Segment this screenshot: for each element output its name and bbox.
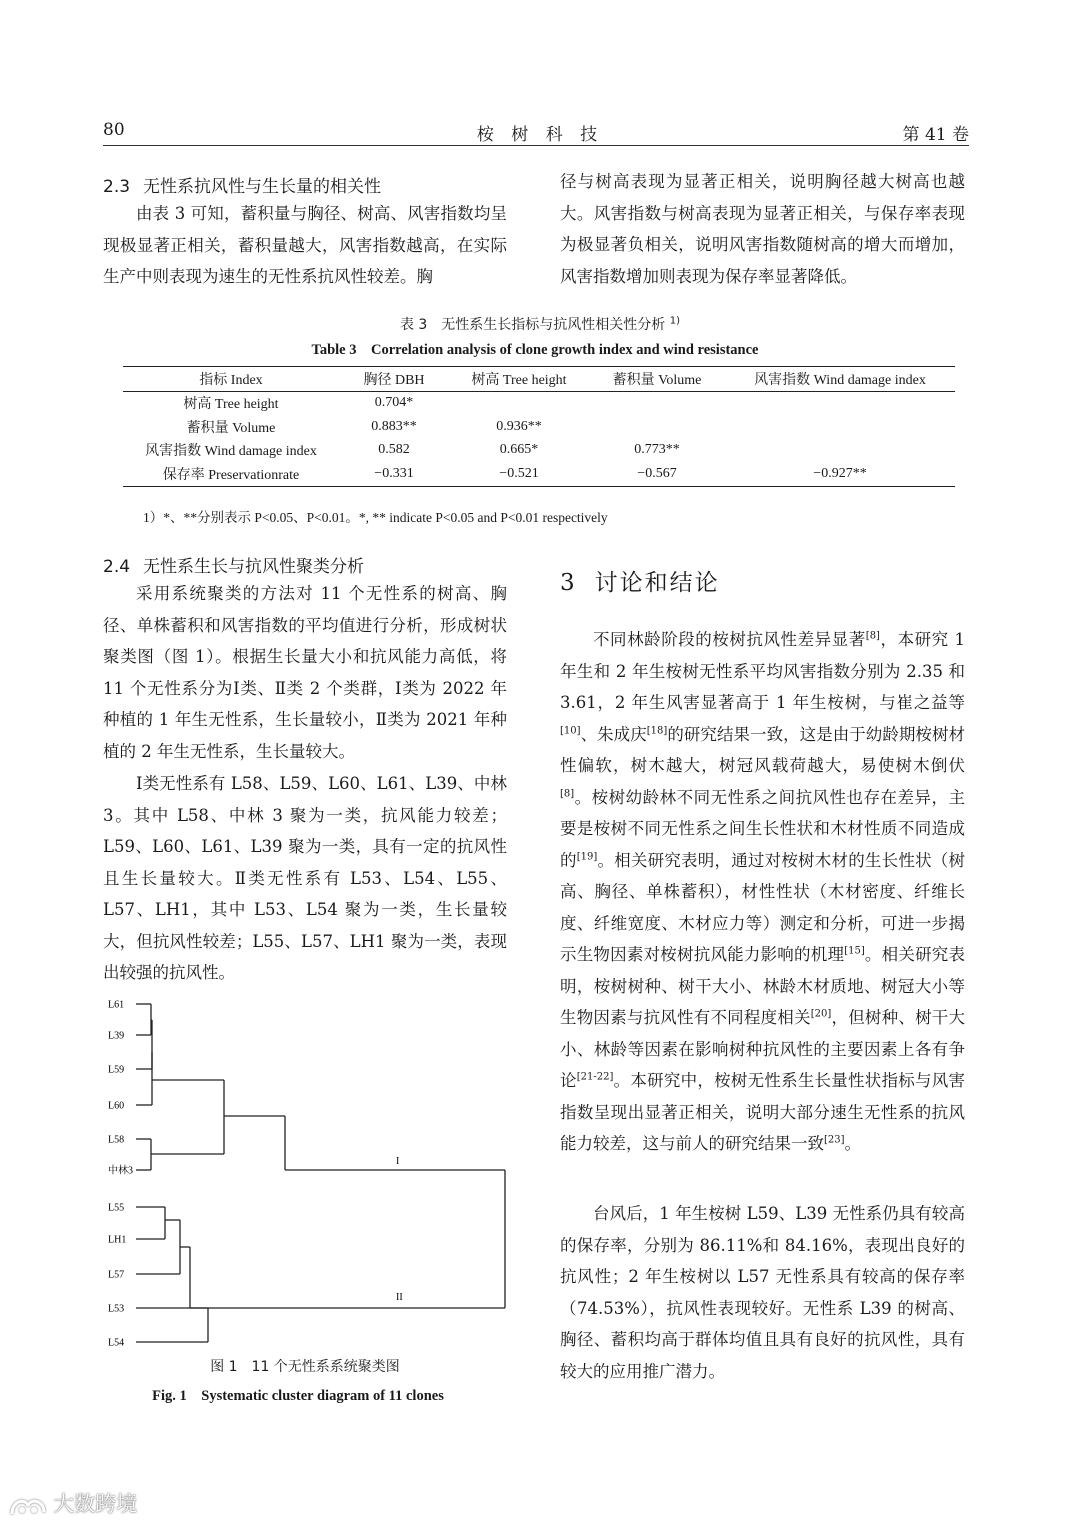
dendrogram-leaf-label: L54 (108, 1337, 125, 1349)
citation-ref[interactable]: [8] (560, 788, 575, 799)
text-run: ，但树种、树干大小、林龄等因素在影响树种抗风性的主要因素上各有争论 (560, 1008, 966, 1090)
citation-ref[interactable]: [10] (560, 725, 581, 736)
dendrogram-leaf-label: L60 (108, 1100, 125, 1112)
section-2-4-paragraph-1: 采用系统聚类的方法对 11 个无性系的树高、胸径、单株蓄积和风害指数的平均值进行分析，形成树状聚类图（图 1）。根据生长量大小和抗风能力高低，将 11 个无性系分为Ⅰ类、Ⅱ类 2 个类群，Ⅰ类为 2022 年种植的 1 年生无性系，生长量较小，Ⅱ类为 2021 年种植的 2 年生无性系，生长量较大。 (103, 584, 507, 761)
table3-caption-cn (0, 314, 1080, 334)
page-number: 80 (103, 120, 125, 140)
section-title: 讨论和结论 (594, 570, 720, 596)
column-header: 胸径 DBH (363, 372, 425, 388)
table-cell: 保存率 Preservationrate (162, 467, 300, 483)
text-run: 。相关研究表明，桉树树种、树干大小、林龄木材质地、树冠大小等生物因素与抗风性有不同程度相关 (560, 945, 966, 1027)
table-cell: 0.936** (496, 418, 542, 434)
table3 (123, 366, 955, 487)
citation-ref[interactable]: [19] (576, 851, 598, 862)
table-cell: −0.567 (637, 465, 677, 481)
table-cell: 蓄积量 Volume (186, 420, 276, 436)
section-number: 2.4 (103, 557, 131, 577)
dendrogram-leaf-label: L53 (108, 1303, 125, 1315)
dendrogram-leaf-label: L39 (108, 1030, 125, 1042)
watermark-text: 大数跨境 (53, 1492, 138, 1516)
section-title: 无性系生长与抗风性聚类分析 (143, 557, 364, 577)
column-header: 树高 Tree height (471, 372, 567, 388)
table-row (123, 415, 955, 439)
figure1-caption-en: Fig. 1 Systematic cluster diagram of 11 clones (152, 1388, 444, 1404)
table-row (123, 462, 955, 486)
column-header: 指标 Index (199, 372, 263, 388)
table-cell: 0.773** (634, 442, 680, 458)
journal-title: 桉 树 科 技 (476, 125, 604, 145)
table3-caption-en: Table 3 Correlation analysis of clone growth index and wind resistance (311, 342, 759, 358)
cluster-label-I: I (396, 1156, 400, 1167)
dendrogram-leaf-label: L55 (108, 1202, 125, 1214)
text-run: 、朱成庆 (580, 724, 647, 744)
section-2-3-heading (103, 172, 381, 197)
table-cell (449, 391, 589, 415)
text-run: 的研究结果一致，这是由于幼龄期桉树材性偏软，树木越大，树冠风载荷越大，易使树木倒伏 (560, 724, 966, 775)
text-run: 。本研究中，桉树无性系生长量性状指标与风害指数呈现出显著正相关，说明大部分速生无性系的抗风能力较差，这与前人的研究结果一致 (560, 1071, 966, 1153)
table-cell: 0.665* (499, 442, 539, 458)
dendrogram-leaf-label: L58 (108, 1134, 125, 1146)
section-number: 3 (560, 570, 577, 596)
table-cell (725, 439, 955, 463)
header-rule (103, 145, 969, 146)
table3-caption-cn-text: 表 3 无性系生长指标与抗风性相关性分析 (399, 317, 666, 333)
cluster-label-II: II (396, 1292, 403, 1303)
column-header: 风害指数 Wind damage index (754, 372, 926, 388)
section-3-heading (560, 564, 720, 597)
section-3-paragraph-1 (560, 624, 965, 1160)
section-3-paragraph-2: 台风后，1 年生桉树 L59、L39 无性系仍具有较高的保存率，分别为 86.11%和 84.16%，表现出良好的抗风性；2 年生桉树以 L57 无性系具有较高的保存率（74.53%），抗风性表现较好。无性系 L39 的树高、胸径、蓄积均高于群体均值且具有良好的抗风性，具有较大的应用推广潜力。 (560, 1204, 965, 1381)
text-run: 。相关研究表明，通过对桉树木材的生长性状（树高、胸径、单株蓄积），材性性状（木材密度、纤维长度、纤维宽度、木材应力等）测定和分析，可进一步揭示生物因素对桉树抗风能力影响的机理 (560, 850, 966, 964)
text-run: 不同林龄阶段的桉树抗风性差异显著 (593, 630, 866, 649)
table3-header-row (123, 367, 955, 391)
section-2-3-paragraph: 由表 3 可知，蓄积量与胸径、树高、风害指数均呈现极显著正相关，蓄积量越大，风害指数越高，在实际生产中则表现为速生的无性系抗风性较差。胸 (103, 204, 507, 286)
dendrogram-leaf-label: L57 (108, 1269, 125, 1281)
citation-ref[interactable]: [15] (844, 945, 865, 957)
text-run: 。 (844, 1134, 862, 1153)
dendrogram-leaf-label: L59 (108, 1064, 125, 1076)
watermark (8, 1488, 137, 1520)
right-column-continuation: 径与树高表现为显著正相关，说明胸径越大树高也越大。风害指数与树高表现为显著正相关，与保存率表现为极显著负相关，说明风害指数随树高的增大而增加，风害指数增加则表现为保存率显著降低。 (560, 172, 965, 286)
citation-ref[interactable]: [20] (810, 1008, 832, 1020)
table-cell (589, 415, 725, 439)
section-2-4-paragraph-2: Ⅰ类无性系有 L58、L59、L60、L61、L39、中林 3。其中 L58、中林 3 聚为一类，抗风能力较差；L59、L60、L61、L39 聚为一类，具有一定的抗风性且生长量较大。Ⅱ类无性系有 L53、L54、L55、L57、LH1，其中 L53、L54 聚为一类，生长量较大，但抗风性较差；L55、L57、LH1 聚为一类，表现出较强的抗风性。 (103, 774, 507, 982)
dendrogram-leaf-label: 中林3 (108, 1165, 133, 1177)
table-cell (589, 391, 725, 415)
column-header: 蓄积量 Volume (612, 372, 702, 388)
table-cell: −0.521 (499, 465, 539, 481)
text-run: ，本研究 1 年生和 2 年生桉树无性系平均风害指数分别为 2.35 和 3.61，2 年生风害显著高于 1 年生桉树，与崔之益等 (560, 630, 966, 712)
table-cell (725, 415, 955, 439)
section-title: 无性系抗风性与生长量的相关性 (143, 177, 381, 197)
citation-ref[interactable]: [23] (824, 1134, 845, 1146)
table-row (123, 439, 955, 463)
table-cell: 0.883** (371, 418, 417, 434)
table-cell: 0.704* (374, 395, 414, 411)
text-run: 。桉树幼龄林不同无性系之间抗风性也存在差异，主要是桉树不同无性系之间生长性状和木材性质不同造成的 (560, 787, 965, 870)
dendrogram-leaf-label: L61 (108, 999, 125, 1011)
table-cell (725, 391, 955, 415)
table-cell: 树高 Tree height (183, 397, 279, 413)
citation-ref[interactable]: [21-22] (576, 1071, 614, 1083)
section-2-4-heading (103, 552, 364, 577)
citation-ref[interactable]: [18] (646, 725, 668, 736)
table-cell: −0.331 (374, 465, 414, 481)
cluster-dendrogram (100, 992, 520, 1354)
table-cell: 风害指数 Wind damage index (145, 444, 317, 460)
figure1-caption-cn: 图 1 11 个无性系系统聚类图 (210, 1359, 400, 1375)
watermark-logo-icon (8, 1494, 48, 1520)
dendrogram-leaf-label: LH1 (108, 1234, 127, 1246)
table-cell: −0.927** (813, 465, 867, 481)
citation-ref[interactable]: [8] (865, 630, 880, 642)
table-cell: 0.582 (378, 442, 410, 458)
table-row (123, 391, 955, 415)
table3-footnote: 1）*、**分别表示 P<0.05、P<0.01。*, ** indicate P<0.05 and P<0.01 respectively (143, 510, 608, 525)
volume-label: 第 41 卷 (902, 125, 969, 145)
section-number: 2.3 (103, 177, 131, 197)
table3-caption-footnote-mark: 1) (669, 315, 681, 327)
